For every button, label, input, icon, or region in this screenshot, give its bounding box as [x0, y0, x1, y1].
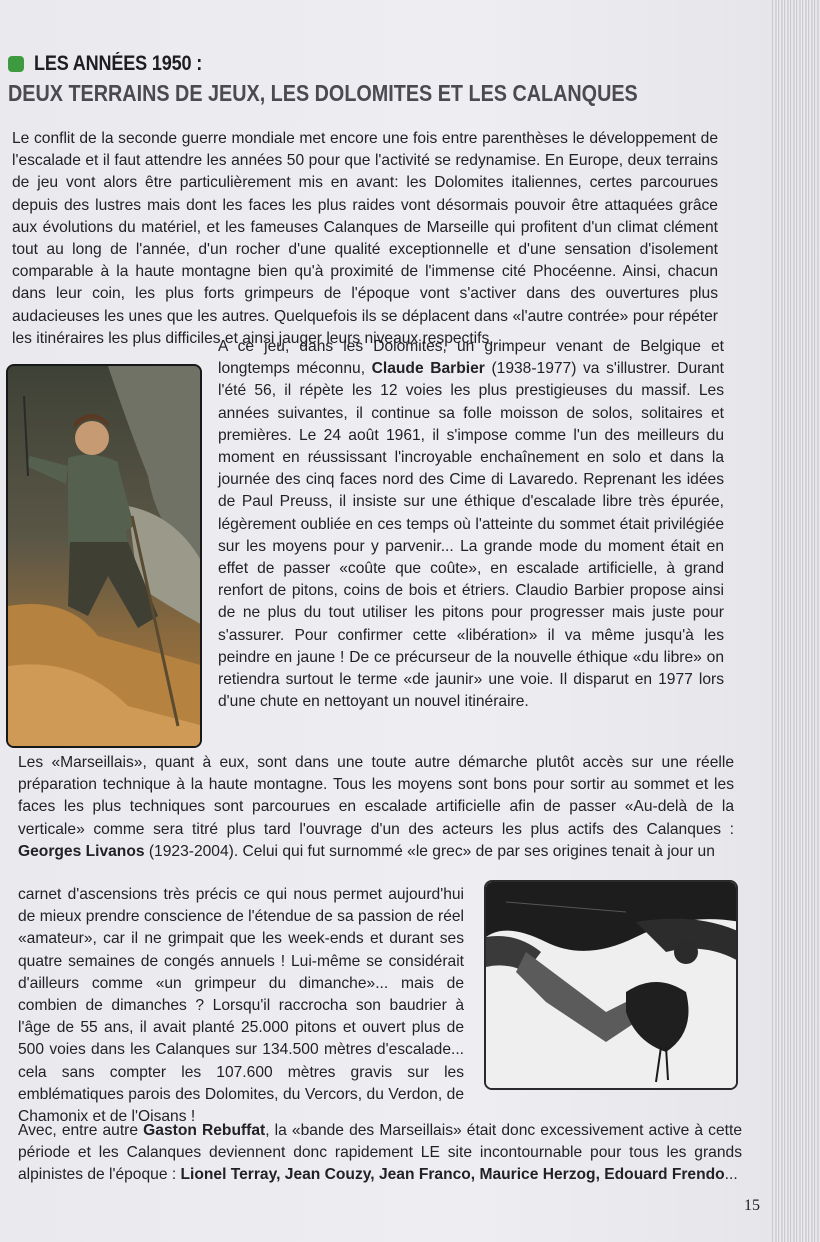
- climber-overhang-photo: [486, 882, 738, 1090]
- photo-claude-barbier: [6, 364, 202, 748]
- paragraph-marseillais: [18, 752, 734, 863]
- name-claude-barbier: Claude Barbier: [371, 360, 485, 378]
- p5-text-end: ...: [724, 1166, 738, 1184]
- section-heading-years: LES ANNÉES 1950 :: [34, 52, 203, 75]
- book-spine-edge: [772, 0, 820, 1242]
- p2-text-after: (1938-1977) va s'illustrer. Durant l'été 56, il répète les 12 voies les plus prestigieuses du massif. Les années suivantes, il continue sa folle moisson de solos, solitaires et premières. Le 24 août 1961, il s'impose comme l'un des meilleurs du moment en réussissant l'incroyable enchaînement en solo et dans la journée des cinq faces nord des Cime di Lavaredo. Reprenant les idées de Paul Preuss, il insiste sur une éthique d'escalade libre très épurée, légèrement oubliée en ces temps où l'atteinte du sommet était privilégiée sur les moyens pour y parvenir... La grande mode du moment était en effet de passer «coûte que coûte», en escalade artificielle, à grand renfort de pitons, coins de bois et étriers. Claudio Barbier propose ainsi de ne plus du tout utiliser les pitons pour progresser mais juste pour s'assurer. Pour confirmer cette «libération» il va même jusqu'à les peindre en jaune ! De ce précurseur de la nouvelle éthique «du libre» on retiendra surtout le terme «de jaunir» une voie. Il disparut en 1977 lors d'une chute en nettoyant un nouvel itinéraire.: [218, 360, 724, 711]
- name-georges-livanos: Georges Livanos: [18, 842, 145, 860]
- paragraph-claude-barbier: [218, 336, 724, 713]
- p3-text-after: (1923-2004). Celui qui fut surnommé «le grec» de par ses origines tenait à jour un: [144, 842, 715, 860]
- p3-text-before: Les «Marseillais», quant à eux, sont dans une toute autre démarche plutôt accès sur une réelle préparation technique à la haute montagne. Tous les moyens sont bons pour sortir au sommet et les faces les plus techniques sont parcourues en escalade artificielle afin de passer «Au-delà de la verticale» comme sera titré plus tard l'ouvrage d'un des acteurs les plus actifs des Calanques :: [18, 754, 734, 838]
- p2-text-before: A ce jeu, dans les Dolomites, un grimpeur venant de Belgique et longtemps méconnu,: [218, 338, 724, 378]
- paragraph-livanos: carnet d'ascensions très précis ce qui nous permet aujourd'hui de mieux prendre conscience de l'étendue de sa passion de réel «amateur», car il ne grimpait que les week-ends et durant ses quatre semaines de congés annuels ! Lui-même se considérait d'ailleurs comme «un grimpeur du dimanche»... mais de combien de dimanches ? Lorsqu'il raccrocha son baudrier à l'âge de 55 ans, il avait planté 25.000 pitons et ouvert plus de 500 voies dans les Calanques sur 134.500 mètres d'escalade... cela sans compter les 107.600 mètres gravis sur les emblématiques parois des Dolomites, du Vercors, du Verdon, de Chamonix et de l'Oisans !: [18, 886, 464, 1126]
- paragraph-intro: Le conflit de la seconde guerre mondiale met encore une fois entre parenthèses le développement de l'escalade et il faut attendre les années 50 pour que l'activité se redynamise. En Europe, deux terrains de jeu vont alors être particulièrement mis en avant: les Dolomites italiennes, certes parcourues depuis des lustres mais dont les faces les plus raides vont désormais pouvoir être attaquées grâce aux évolutions du matériel, et les fameuses Calanques de Marseille qui profitent d'un climat clément tout au long de l'année, d'un rocher d'une qualité exceptionnelle et d'une sensation d'isolement comparable à la haute montagne bien qu'à proximité de l'immense cité Phocéenne. Ainsi, chacun dans leur coin, les plus forts grimpeurs de l'époque vont s'activer dans des ouvertures plus audacieuses les unes que les autres. Quelquefois ils se déplacent dans «l'autre contrée» pour répéter les itinéraires les plus difficiles et ainsi jauger leurs niveaux respectifs.: [12, 130, 718, 347]
- section-heading-row: [8, 52, 229, 76]
- paragraph-rebuffat: [18, 1120, 742, 1187]
- page-number: 15: [744, 1197, 760, 1214]
- p5-text-before: Avec, entre autre: [18, 1122, 144, 1139]
- section-heading-title: DEUX TERRAINS DE JEUX, LES DOLOMITES ET LES CALANQUES: [8, 80, 638, 106]
- climber-sitting-photo: [8, 366, 202, 748]
- photo-livanos-overhang: [484, 880, 738, 1090]
- p5-text-middle: , la «bande des Marseillais» était donc excessivement active à cette période et les Calanques deviennent donc rapidement LE site incontournable pour tous les grands alpinistes de l'époque :: [18, 1122, 742, 1184]
- name-gaston-rebuffat: Gaston Rebuffat: [143, 1122, 266, 1139]
- green-bullet-icon: [8, 56, 24, 72]
- names-alpinists: Lionel Terray, Jean Couzy, Jean Franco, Maurice Herzog, Edouard Frendo: [180, 1166, 725, 1184]
